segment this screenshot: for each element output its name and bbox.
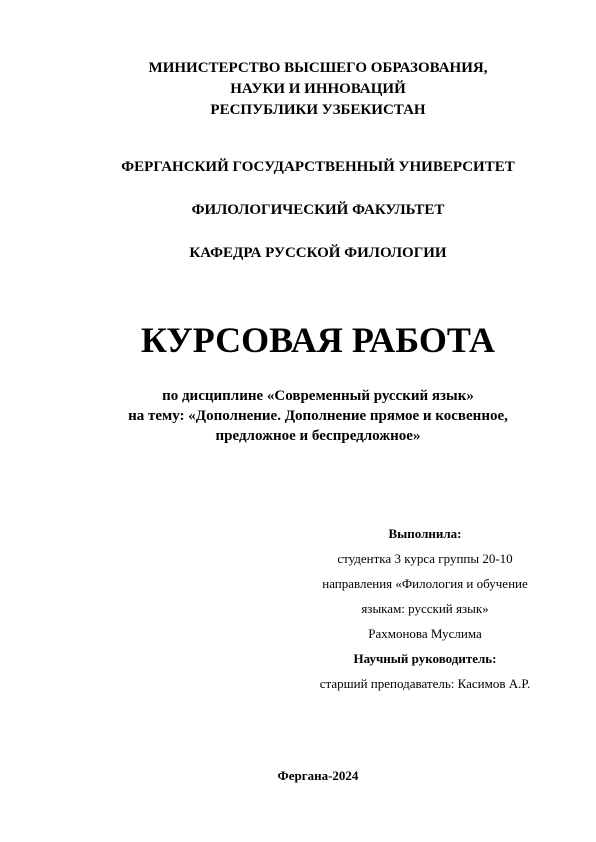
document-title: КУРСОВАЯ РАБОТА: [140, 320, 496, 360]
author-name: Рахмонова Муслима: [368, 626, 482, 641]
ministry-line: РЕСПУБЛИКИ УЗБЕКИСТАН: [210, 102, 426, 118]
author-heading: Выполнила:: [388, 526, 462, 541]
author-line: направления «Филология и обучение: [322, 576, 528, 591]
subject-line: предложное и беспредложное»: [215, 428, 421, 444]
author-line: языкам: русский язык»: [361, 601, 489, 616]
department-name: КАФЕДРА РУССКОЙ ФИЛОЛОГИИ: [189, 245, 447, 261]
ministry-header: [20, 58, 596, 121]
supervisor-name: старший преподаватель: Касимов А.Р.: [319, 676, 531, 691]
author-line: студентка 3 курса группы 20-10: [337, 551, 513, 566]
author-info: [305, 521, 545, 696]
university-name: ФЕРГАНСКИЙ ГОСУДАРСТВЕННЫЙ УНИВЕРСИТЕТ: [121, 159, 515, 175]
city-year: Фергана-2024: [277, 768, 359, 783]
faculty-name: ФИЛОЛОГИЧЕСКИЙ ФАКУЛЬТЕТ: [191, 202, 445, 218]
subject-line: по дисциплине «Современный русский язык»: [162, 388, 474, 404]
supervisor-heading: Научный руководитель:: [353, 651, 497, 666]
subject-line: на тему: «Дополнение. Дополнение прямое и косвенное,: [128, 408, 508, 424]
subject-block: [20, 386, 596, 446]
ministry-line: НАУКИ И ИННОВАЦИЙ: [230, 81, 406, 97]
ministry-line: МИНИСТЕРСТВО ВЫСШЕГО ОБРАЗОВАНИЯ,: [148, 60, 488, 76]
